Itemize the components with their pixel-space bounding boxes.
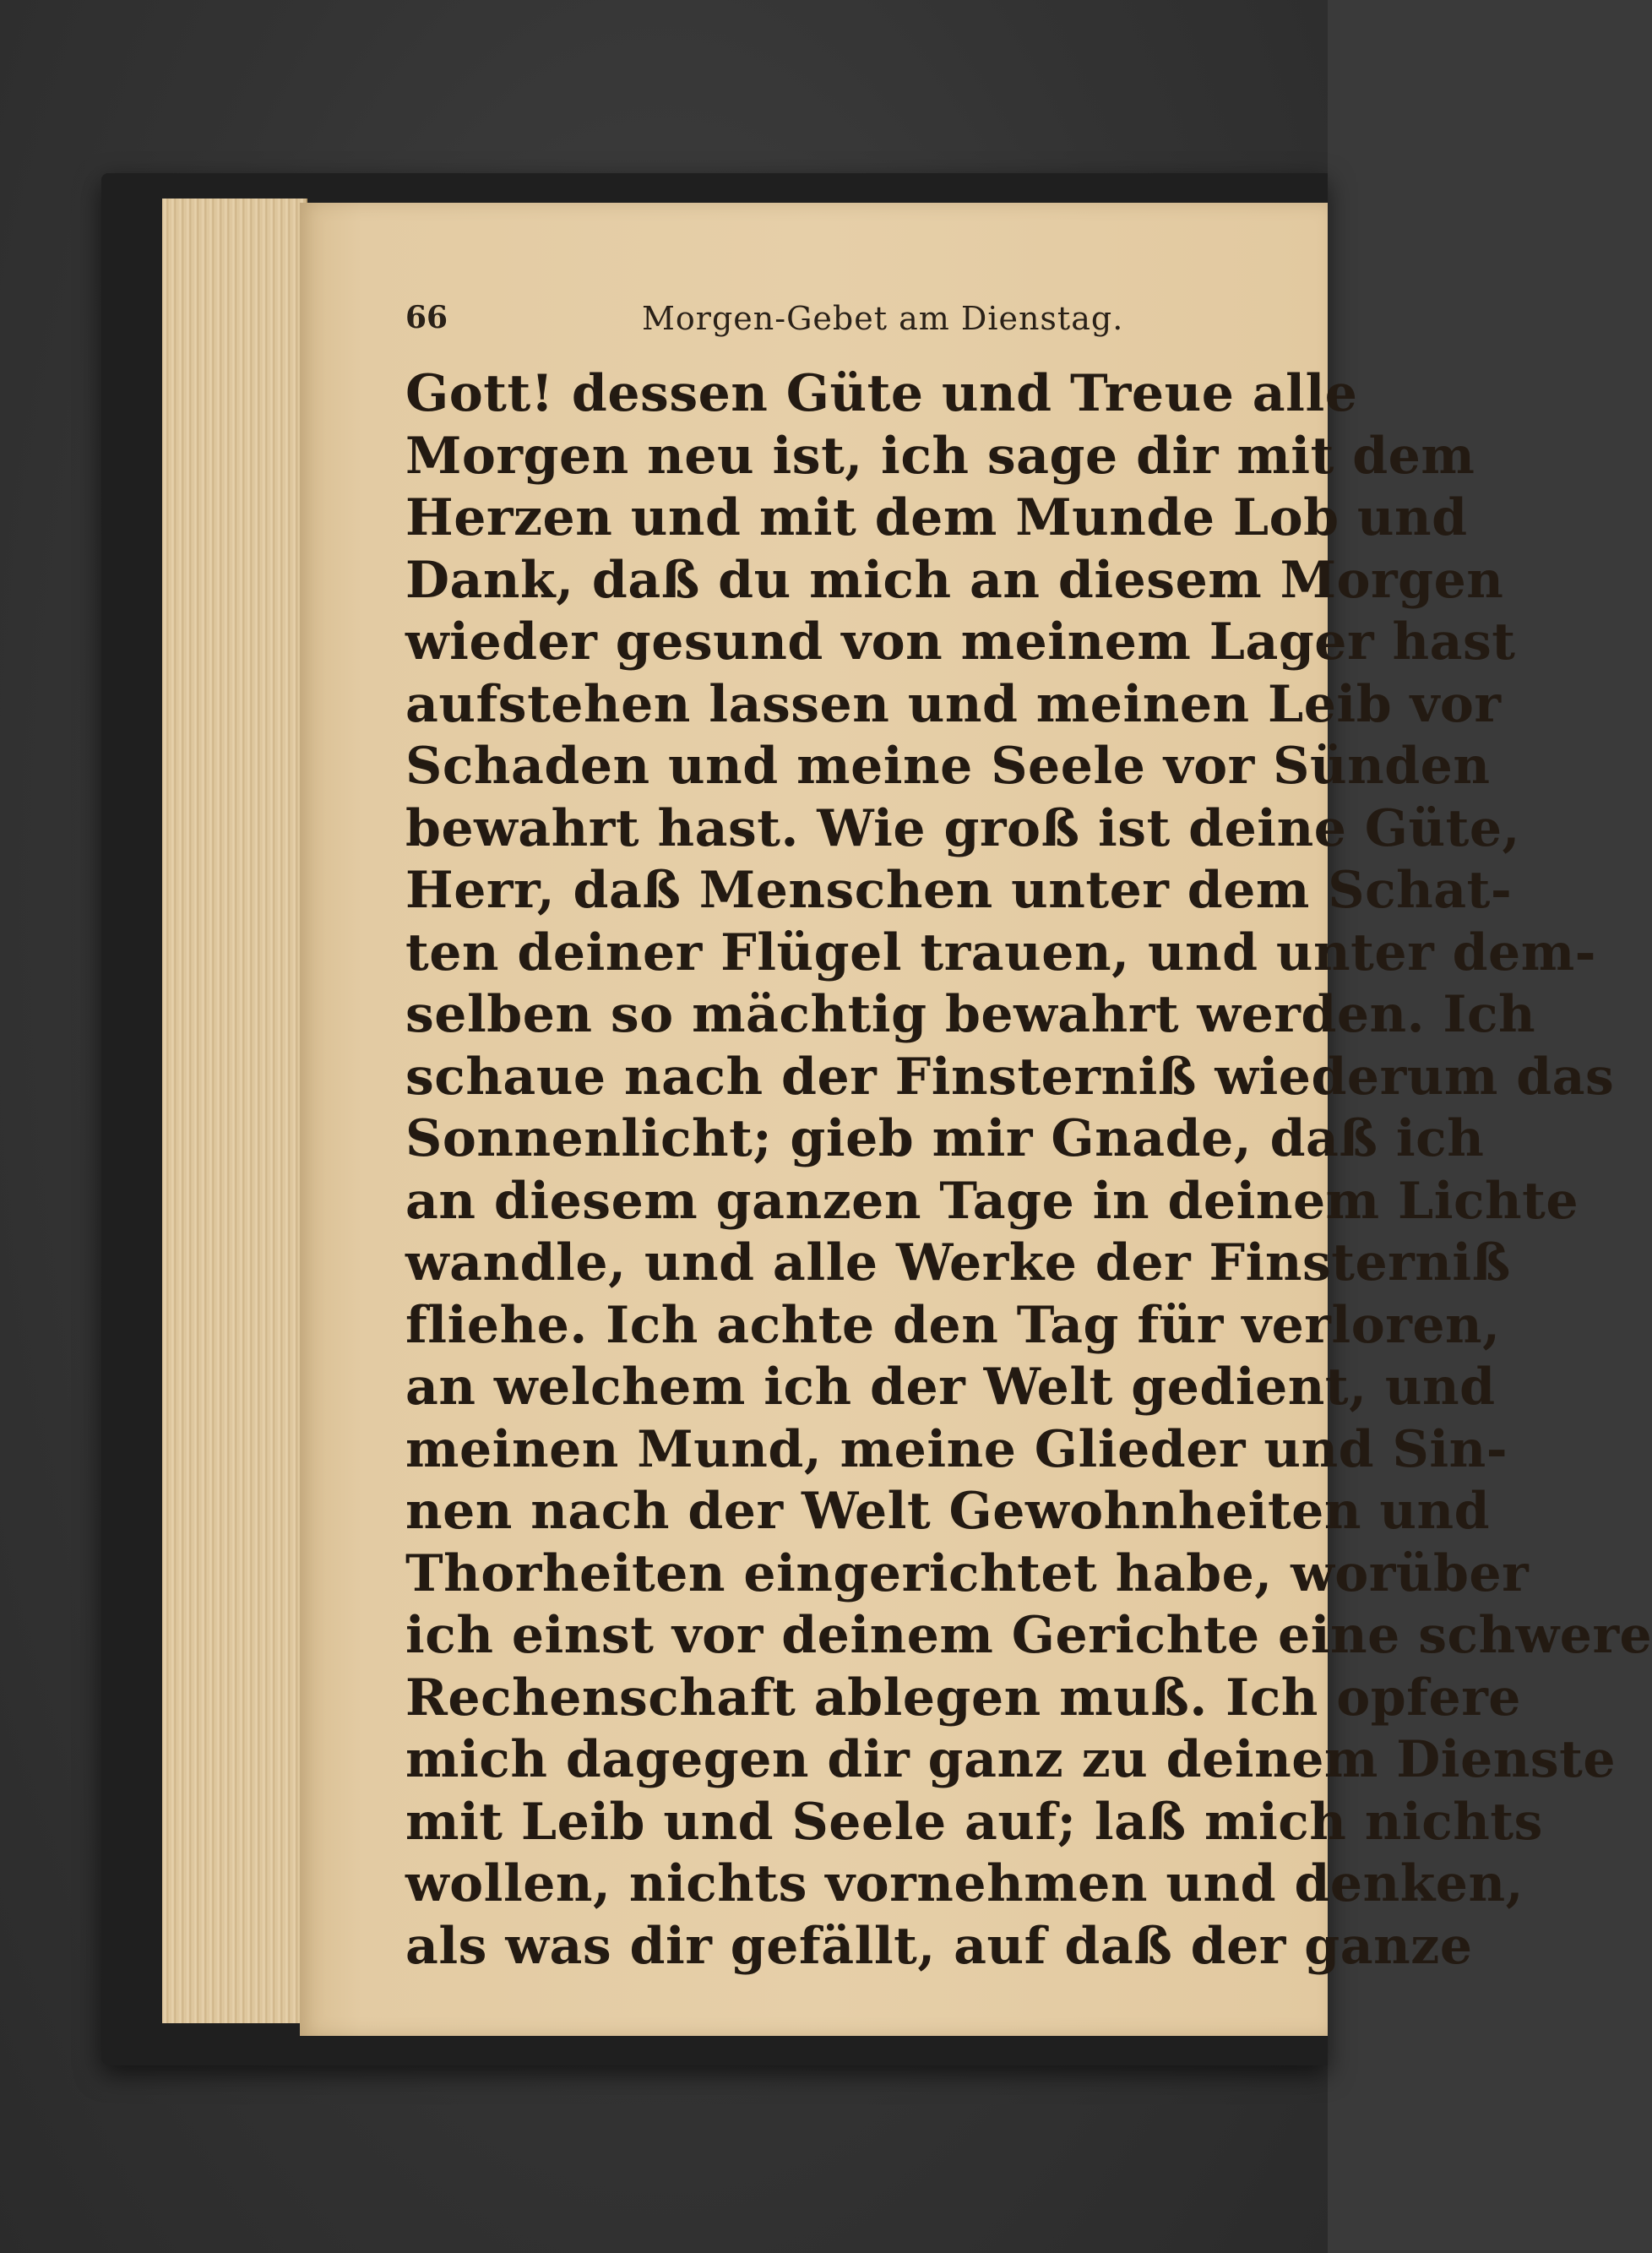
text-line: schaue nach der Finsterniß wiederum das: [405, 1047, 1615, 1107]
page-number: 66: [405, 300, 448, 335]
book-page: [300, 203, 1652, 2036]
text-line: bewahrt hast. Wie groß ist deine Güte,: [405, 798, 1520, 858]
text-line: meinen Mund, meine Glieder und Sin-: [405, 1419, 1508, 1479]
running-title: Morgen-Gebet am Dienstag.: [642, 300, 1124, 337]
text-line: fliehe. Ich achte den Tag für verloren,: [405, 1295, 1501, 1355]
text-line: nen nach der Welt Gewohnheiten und: [405, 1482, 1491, 1541]
text-line: Rechenschaft ablegen muß. Ich opfere: [405, 1668, 1521, 1728]
text-line: an diesem ganzen Tage in deinem Lichte: [405, 1171, 1579, 1231]
text-line: selben so mächtig bewahrt werden. Ich: [405, 985, 1536, 1044]
text-line: Schaden und meine Seele vor Sünden: [405, 737, 1491, 796]
text-line: Dank, daß du mich an diesem Morgen: [405, 550, 1504, 610]
text-line: aufstehen lassen und meinen Leib vor: [405, 674, 1502, 734]
text-line: als was dir gefällt, auf daß der ganze: [405, 1916, 1473, 1976]
body-text: [405, 363, 1652, 1978]
text-line: ich einst vor deinem Gerichte eine schwere: [405, 1606, 1652, 1665]
text-line: ten deiner Flügel trauen, und unter dem-: [405, 922, 1597, 982]
running-head: [405, 300, 1301, 351]
text-line: Thorheiten eingerichtet habe, worüber: [405, 1543, 1530, 1603]
text-line: Herr, daß Menschen unter dem Schat-: [405, 861, 1513, 920]
text-line: wandle, und alle Werke der Finsterniß: [405, 1233, 1511, 1292]
text-line: an welchem ich der Welt gedient, und: [405, 1358, 1496, 1417]
text-line: Gott! dessen Güte und Treue alle: [405, 364, 1358, 423]
text-line: Sonnenlicht; gieb mir Gnade, daß ich: [405, 1109, 1485, 1168]
text-line: wieder gesund von meinem Lager hast: [405, 612, 1516, 672]
text-line: mich dagegen dir ganz zu deinem Dienste: [405, 1730, 1617, 1789]
text-line: Herzen und mit dem Munde Lob und: [405, 488, 1468, 547]
text-line: Morgen neu ist, ich sage dir mit dem: [405, 426, 1475, 486]
text-line: mit Leib und Seele auf; laß mich nichts: [405, 1792, 1543, 1852]
page-edges: [162, 199, 307, 2023]
text-line: wollen, nichts vornehmen und denken,: [405, 1854, 1524, 1913]
